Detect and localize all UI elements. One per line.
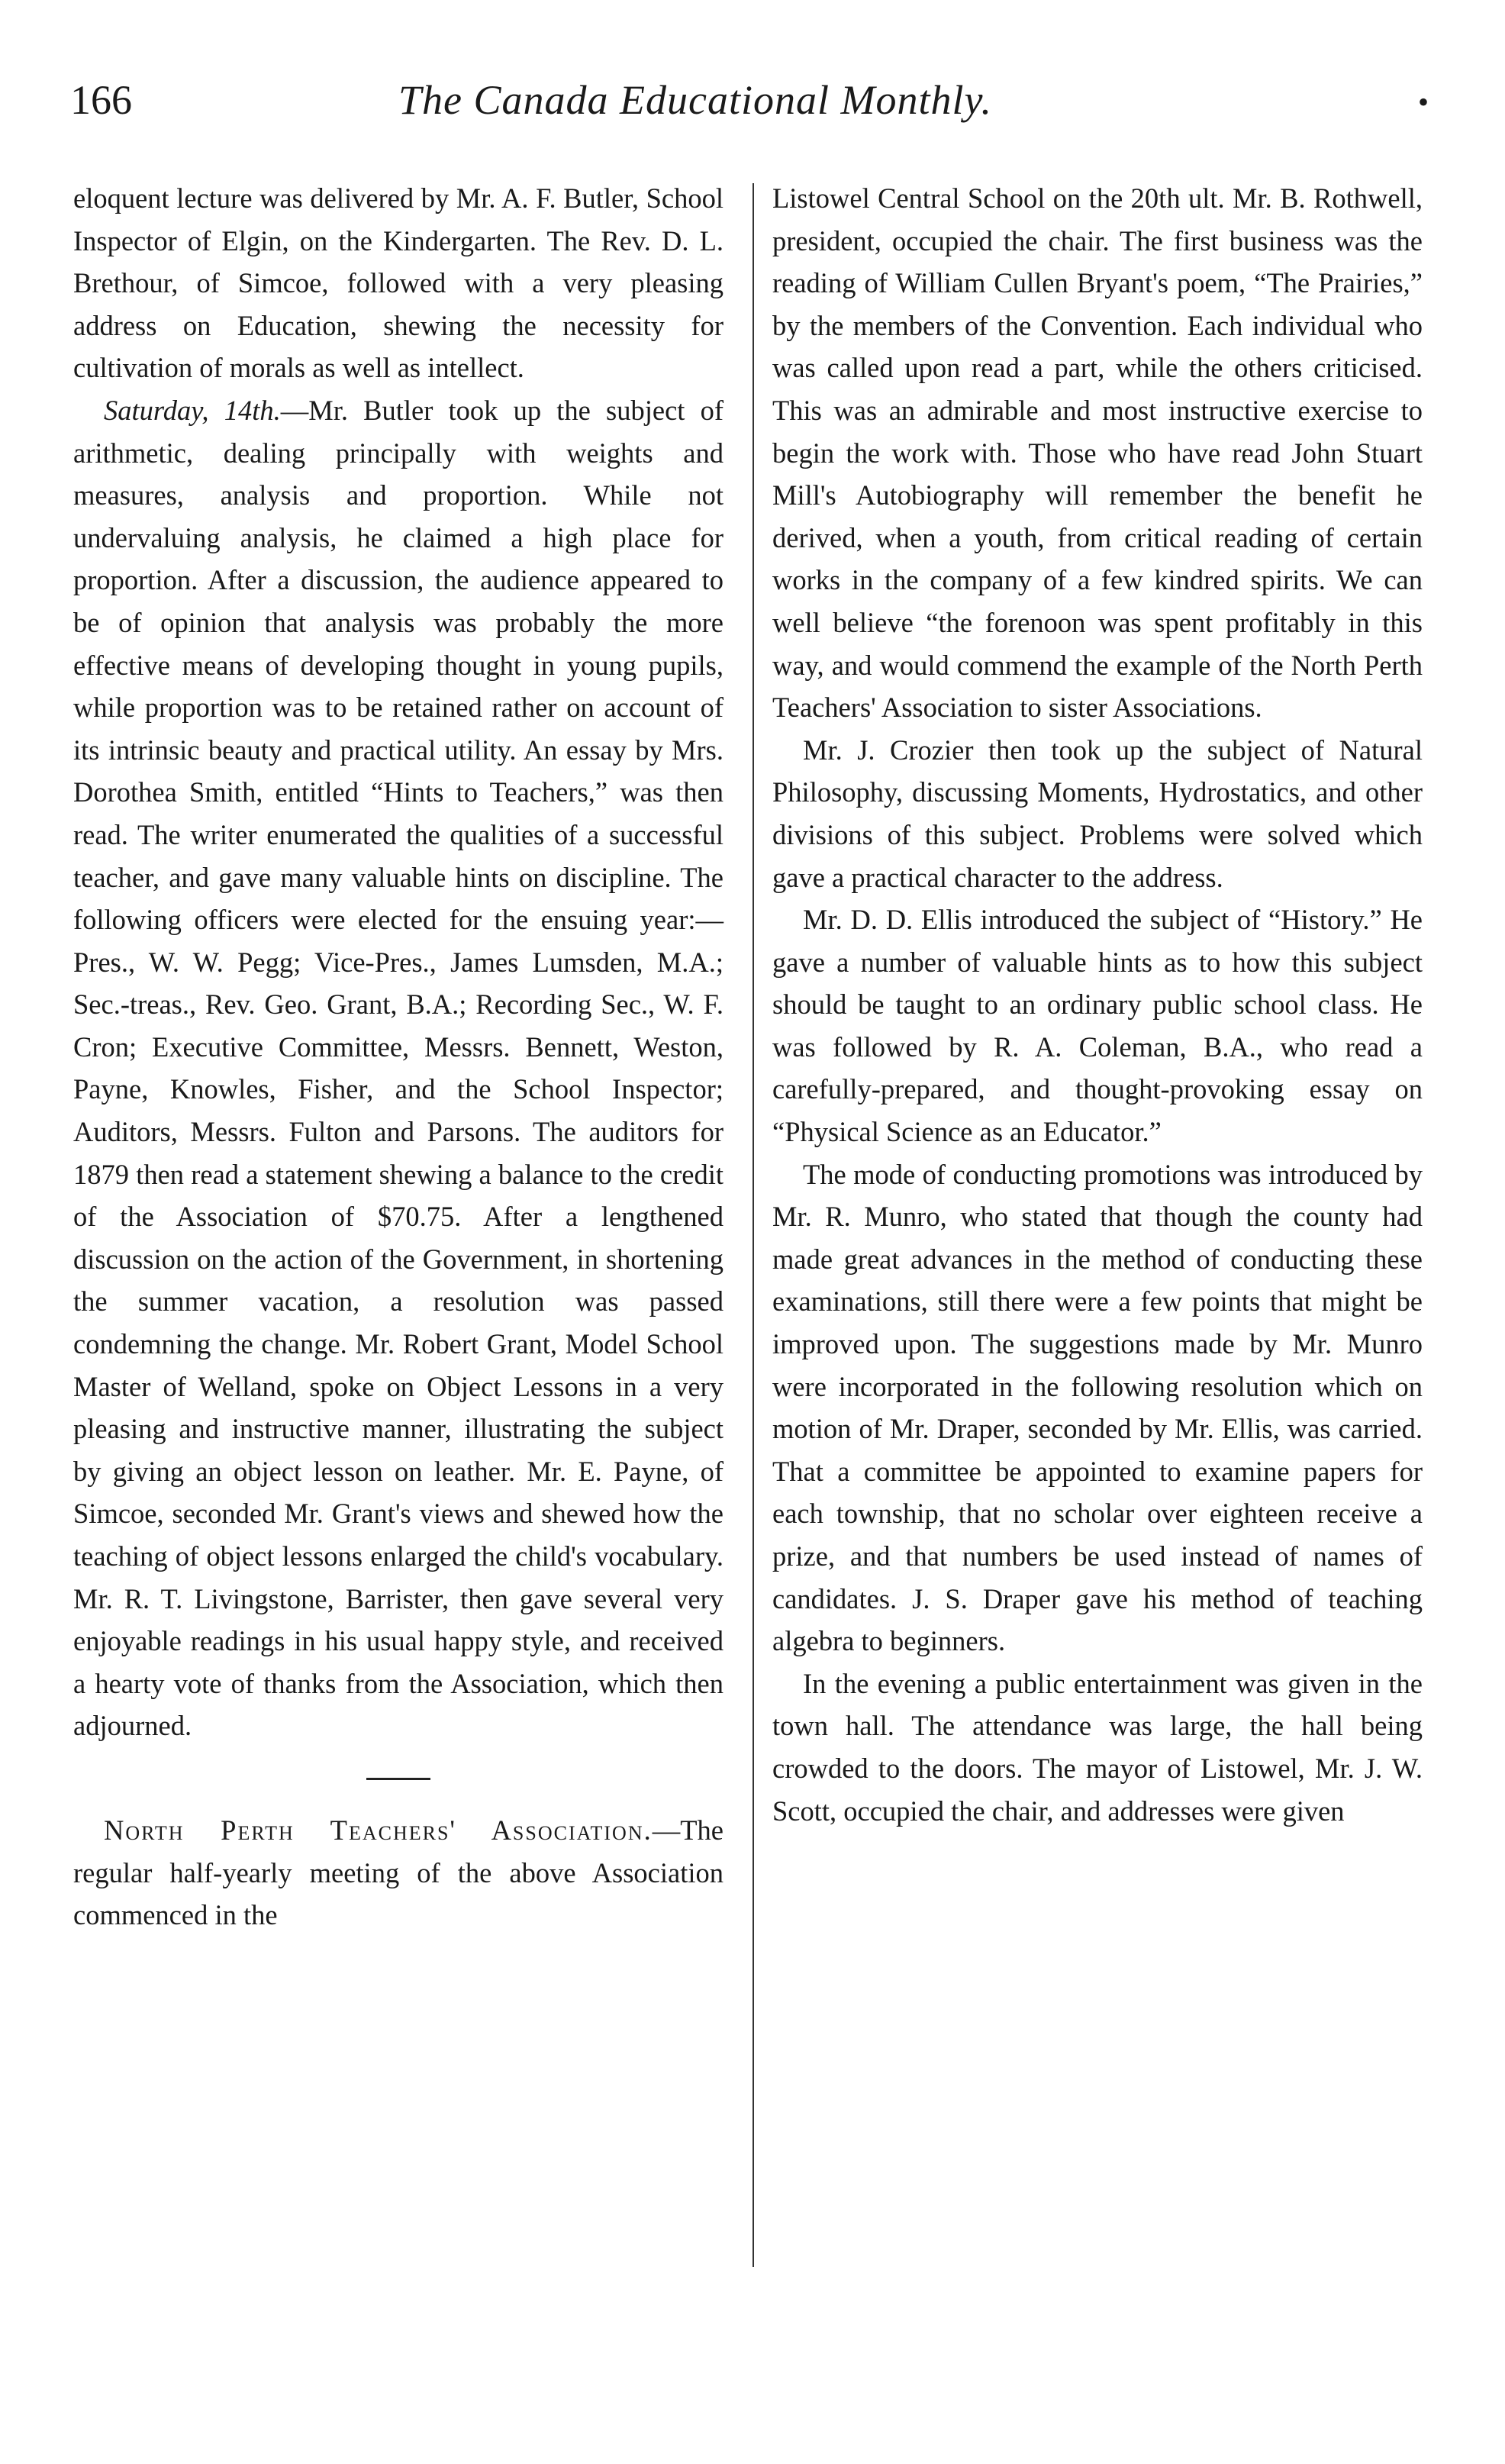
paragraph-ellis: Mr. D. D. Ellis introduced the subject of “History.” He gave a number of valuable hints as to how this subject should be taught to an ordinary public school class. He was followed by R. A. Coleman, B.A., who read a carefully-prepared, and thought-provoking essay on “Physical Science as an Educator.” [772, 904, 1423, 1148]
section-heading: North Perth Teachers' Association. [104, 1814, 653, 1846]
paragraph-lecture: eloquent lecture was delivered by Mr. A. F. Butler, School Inspector of Elgin, on the Kindergarten. The Rev. D. L. Brethour, of Simcoe, followed with a very pleasing address on Education, shewing the necessity for cultivation of morals as well as intellect. [73, 182, 723, 384]
paragraph-listowel: Listowel Central School on the 20th ult. Mr. B. Rothwell, president, occupied the chair. The first business was the reading of William Cullen Bryant's poem, “The Prairies,” by the members of the Convention. Each individual who was called upon read a part, while the others criticised. This was an admirable and most instructive exercise to begin the work with. Those who have read John Stuart Mill's Autobiography will remember the benefit he derived, when a youth, from critical reading of certain works in the company of a few kindred spirits. We can well believe “the forenoon was spent profitably in this way, and would commend the example of the North Perth Teachers' Association to sister Associations. [772, 182, 1423, 724]
paragraph-saturday [73, 389, 723, 1747]
paragraph-promotions: The mode of conducting promotions was introduced by Mr. R. Munro, who stated that though the county had made great advances in the method of conducting these examinations, still there were a few points that might be improved upon. The suggestions made by Mr. Munro were incorporated in the following resolution which on motion of Mr. Draper, seconded by Mr. Ellis, was carried. That a committee be appointed to examine papers for each township, that no scholar over eighteen receive a prize, and that numbers be used instead of names of candidates. J. S. Draper gave his method of teaching algebra to beginners. [772, 1158, 1423, 1657]
page-header [70, 76, 1429, 137]
page-number: 166 [70, 77, 132, 123]
journal-title: The Canada Educational Monthly. [398, 77, 992, 123]
date-heading: Saturday, 14th. [104, 394, 281, 426]
paragraph-saturday-text: —Mr. Butler took up the subject of arithmetic, dealing principally with weights and measures, analysis and proportion. While not undervaluing analysis, he claimed a high place for proportion. After a discussion, the audience appeared to be of opinion that analysis was probably the more effective means of developing thought in young pupils, while proportion was to be retained rather on account of its intrinsic beauty and practical utility. An essay by Mrs. Dorothea Smith, entitled “Hints to Teachers,” was then read. The writer enumerated the qualities of a successful teacher, and gave many valuable hints on discipline. The following officers were elected for the ensuing year:—Pres., W. W. Pegg; Vice-Pres., James Lumsden, M.A.; Sec.-treas., Rev. Geo. Grant, B.A.; Recording Sec., W. F. Cron; Executive Committee, Messrs. Bennett, Weston, Payne, Knowles, Fisher, and the School Inspector; Auditors, Messrs. Fulton and Parsons. The auditors for 1879 then read a statement shewing a balance to the credit of the Association of $70.75. After a lengthened discussion on the action of the Government, in shortening the summer vacation, a resolution was passed condemning the change. Mr. Robert Grant, Model School Master of Welland, spoke on Object Lessons in a very pleasing and instructive manner, illustrating the subject by giving an object lesson on leather. Mr. E. Payne, of Simcoe, seconded Mr. Grant's views and shewed how the teaching of object lessons enlarged the child's vocabulary. Mr. R. T. Livingstone, Barrister, then gave several very enjoyable readings in his usual happy style, and received a hearty vote of thanks from the Association, which then adjourned. [73, 394, 723, 1742]
paragraph-evening: In the evening a public entertainment was given in the town hall. The attendance was large, the hall being crowded to the doors. The mayor of Listowel, Mr. J. W. Scott, occupied the chair, and addresses were given [772, 1667, 1423, 1827]
print-mark: • [1417, 85, 1429, 119]
paragraph-crozier: Mr. J. Crozier then took up the subject of Natural Philosophy, discussing Moments, Hydrostatics, and other divisions of this subject. Problems were solved which gave a practical character to the address. [772, 734, 1423, 893]
paragraph-north-perth-text: —The regular half-yearly meeting of the above Association commenced in the [73, 1814, 723, 1931]
paragraph-north-perth [73, 1809, 723, 1937]
section-separator [366, 1778, 430, 1780]
column-divider [752, 183, 754, 2267]
left-column [73, 177, 723, 1937]
right-column [772, 177, 1423, 1832]
